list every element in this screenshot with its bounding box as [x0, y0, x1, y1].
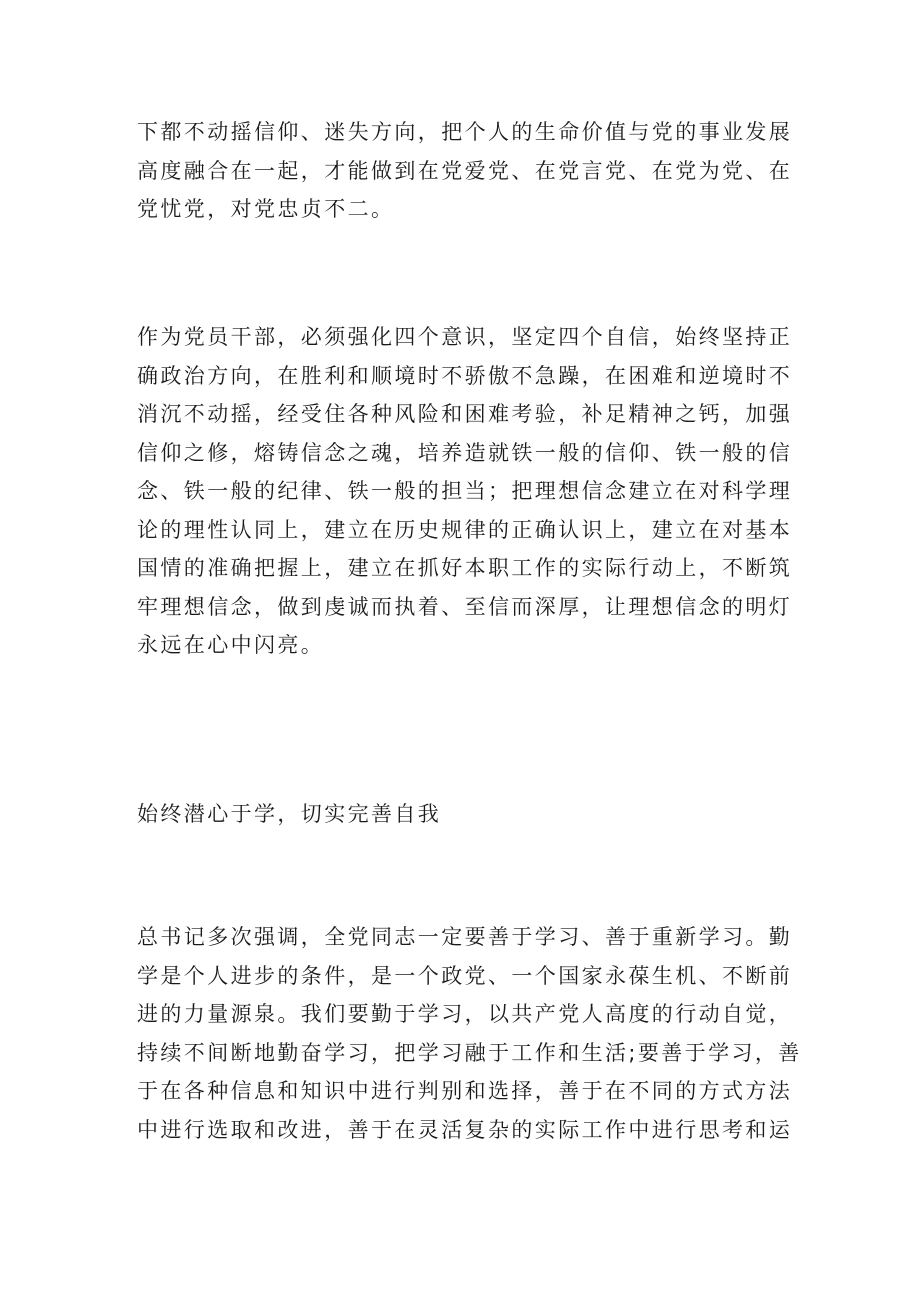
paragraph-line: 于在各种信息和知识中进行判别和选择，善于在不同的方式方法	[137, 1079, 793, 1103]
paragraph-line: 牢理想信念，做到虔诚而执着、至信而深厚，让理想信念的明灯	[137, 594, 793, 619]
paragraph-ideals	[137, 318, 797, 665]
paragraph-line: 党忧党，对党忠贞不二。	[137, 197, 395, 221]
section-heading-text: 始终潜心于学，切实完善自我	[137, 802, 442, 826]
paragraph-line: 论的理性认同上，建立在历史规律的正确认识上，建立在对基本	[137, 517, 793, 542]
paragraph-line: 进的力量源泉。我们要勤于学习，以共产党人高度的行动自觉，	[137, 1002, 793, 1026]
paragraph-line: 确政治方向，在胜利和顺境时不骄傲不急躁，在困难和逆境时不	[137, 363, 793, 388]
paragraph-line: 作为党员干部，必须强化四个意识，坚定四个自信，始终坚持正	[137, 325, 793, 349]
paragraph-line: 信仰之修，熔铸信念之魂，培养造就铁一般的信仰、铁一般的信	[137, 440, 793, 465]
paragraph-line: 学是个人进步的条件，是一个政党、一个国家永葆生机、不断前	[137, 963, 793, 988]
paragraph-line: 国情的准确把握上，建立在抓好本职工作的实际行动上，不断筑	[137, 556, 793, 580]
paragraph-line: 总书记多次强调，全党同志一定要善于学习、善于重新学习。勤	[137, 925, 793, 949]
paragraph-line: 下都不动摇信仰、迷失方向，把个人的生命价值与党的事业发展	[137, 120, 793, 144]
paragraph-line: 念、铁一般的纪律、铁一般的担当；把理想信念建立在对科学理	[137, 479, 793, 503]
paragraph-line: 中进行选取和改进，善于在灵活复杂的实际工作中进行思考和运	[137, 1117, 793, 1142]
paragraph-line: 高度融合在一起，才能做到在党爱党、在党言党、在党为党、在	[137, 158, 793, 183]
paragraph-study	[137, 918, 802, 1149]
paragraph-line: 持续不间断地勤奋学习，把学习融于工作和生活;要善于学习，善	[137, 1040, 802, 1065]
paragraph-faith	[137, 113, 797, 229]
paragraph-line: 永远在心中闪亮。	[137, 633, 325, 657]
section-heading	[137, 795, 797, 834]
paragraph-line: 消沉不动摇，经受住各种风险和困难考验，补足精神之钙，加强	[137, 402, 793, 426]
